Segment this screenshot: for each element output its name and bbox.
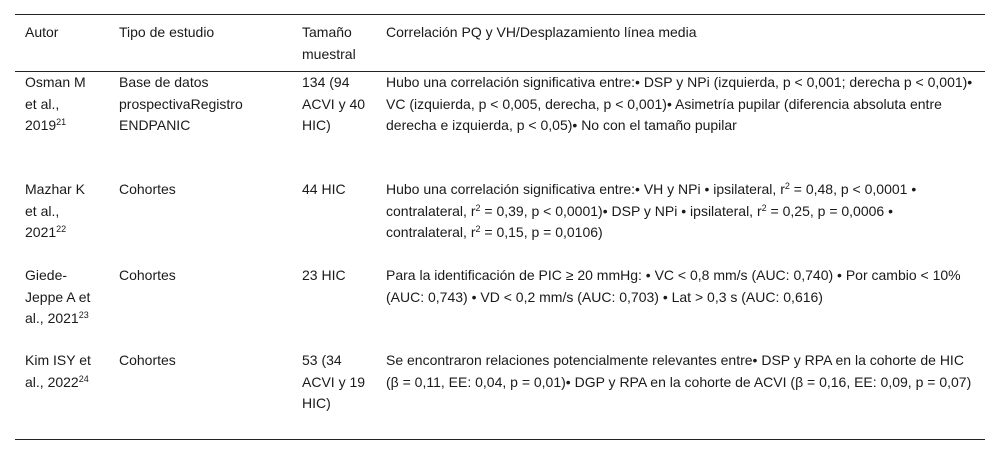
table-top-rule (15, 14, 985, 15)
row-2-tipo: Cohortes (119, 181, 176, 197)
header-tamano-muestral: Tamaño muestral (302, 24, 356, 62)
header-autor: Autor (25, 24, 59, 40)
row-4-tipo: Cohortes (119, 352, 176, 368)
row-1-tipo: Base de datos prospectivaRegistro ENDPANIC (119, 74, 243, 133)
row-4-autor: Kim ISY et al., 2022$^{24}$ (25, 352, 91, 390)
row-2-correlacion: Hubo una correlación significativa entre:• VH y NPi • ipsilateral, $r^2 = 0,48$, p < 0,0001 • contralateral, $r^2 = 0,39$, p < 0,0001)• DSP y NPi • ipsilateral, $r^2 = 0,25$, p = 0,0006 • contralateral, $r^2 = 0,15$, p = 0,0106) (386, 181, 917, 240)
citation-ref: 21 (56, 117, 67, 127)
row-3-autor: Giede-Jeppe A et al., 2021$^{23}$ (25, 267, 91, 326)
row-1-autor: Osman M et al., 2019$^{21}$ (25, 74, 86, 133)
row-2-tamano: 44 HIC (302, 181, 346, 197)
row-4-tamano: 53 (34 ACVI y 19 HIC) (302, 352, 366, 411)
row-2-autor: Mazhar K et al., 2021$^{22}$ (25, 181, 85, 240)
table-bottom-rule (15, 439, 985, 440)
row-3-tipo: Cohortes (119, 267, 176, 283)
row-1-correlacion: Hubo una correlación significativa entre:• DSP y NPi (izquierda, p < 0,001; derecha p < 0,001)• VC (izquierda, p < 0,005, derecha, p < 0,001)• Asimetría pupilar (diferencia absoluta entre derecha e izquierda, p < 0,05)• No con el tamaño pupilar (386, 74, 973, 133)
row-3-correlacion: Para la identificación de PIC ≥ 20 mmHg: • VC < 0,8 mm/s (AUC: 0,740) • Por cambio < 10% (AUC: 0,743) • VD < 0,2 mm/s (AUC: 0,703) • Lat > 0,3 s (AUC: 0,616) (386, 267, 961, 305)
citation-ref: 22 (56, 224, 67, 234)
citation-ref: 24 (78, 373, 89, 384)
row-4-correlacion: Se encontraron relaciones potencialmente relevantes entre• DSP y RPA en la cohorte de HIC (β = 0,11, EE: 0,04, p = 0,01)• DGP y RPA en la cohorte de ACVI (β = 0,16, EE: 0,09, p = 0,07) (386, 352, 972, 390)
header-correlacion: Correlación PQ y VH/Desplazamiento línea media (386, 24, 697, 40)
row-3-tamano: 23 HIC (302, 267, 346, 283)
row-1-tamano: 134 (94 ACVI y 40 HIC) (302, 74, 366, 133)
citation-ref: 23 (78, 310, 89, 320)
header-tipo-estudio: Tipo de estudio (119, 24, 215, 40)
